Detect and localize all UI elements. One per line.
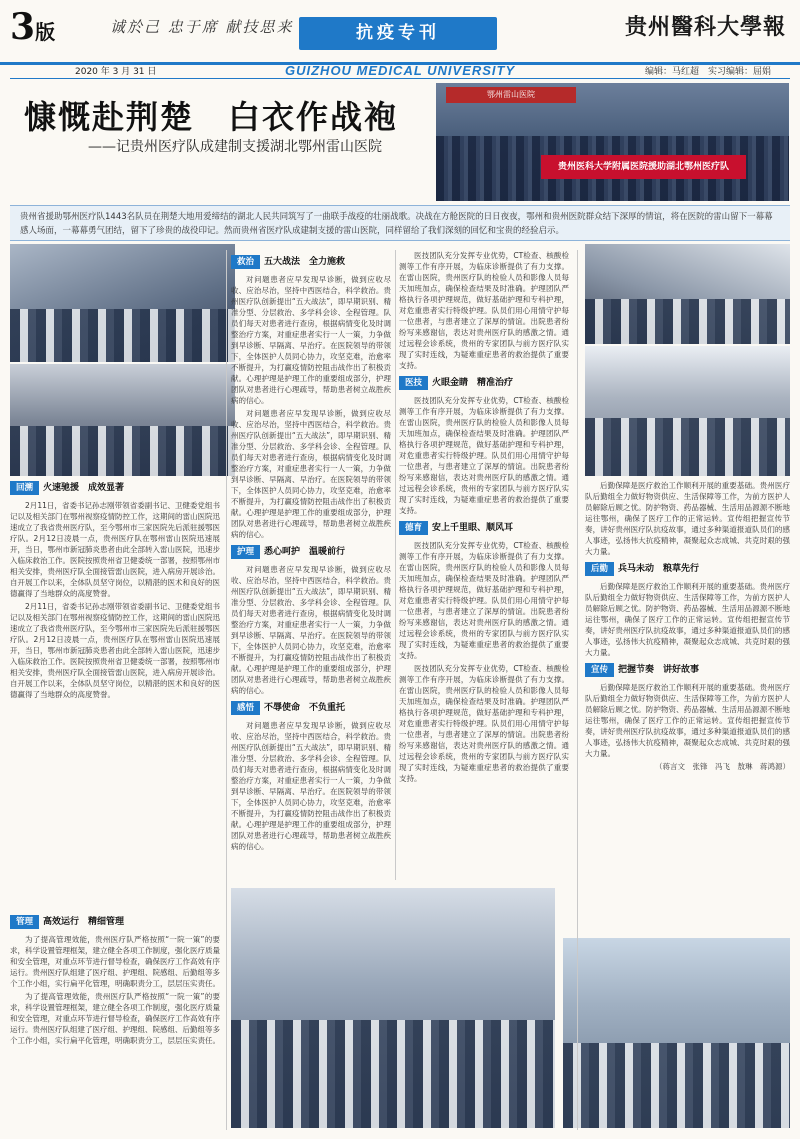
section-header: 回溯 火速驰援 成效显著: [10, 478, 220, 498]
editor-credits: 编辑：马红超 实习编辑：屈娟: [645, 67, 772, 77]
article-column-2: [231, 250, 391, 882]
section-header: 后勤 兵马未动 粮草先行: [585, 559, 790, 579]
column-text: 2月11日，省委书记孙志刚带领省委副书记、卫健委党组书记以及相关部门在鄂州视察疫情防控工作，这期间的雷山医院迅速成立了我省贵州医疗队，至今鄂州市三家医院先后派驻援鄂医疗队。2月12日凌晨一点，贵州医疗队在鄂州雷山医院迅速展开，当日，鄂州市新冠肺炎患者由此全部转入雷山医院，迅速步入临床救治工作。医院按照贵州省卫健委统一部署，按照鄂州市相关安排，贵州医疗队全面接管雷山医院，进入病房开展诊治。自开展工作以来，全体队员坚守岗位，以精湛的医术和良好的医德赢得了当地群众的高度赞誉。: [10, 501, 220, 598]
article-column-4: [585, 480, 790, 935]
column-text: 医技团队充分发挥专业优势，CT检查、核酸检测等工作有序开展，为临床诊断提供了有力支撑。在雷山医院，贵州医疗队的检验人员和影像人员每天加班加点，确保检查结果及时准确。护理团队严格执行各项护理规范，做好基础护理和专科护理，对危重患者实行特级护理。队员们用心用情守护每一位患者，与患者建立了深厚的情谊。出院患者纷纷写来感谢信，表达对贵州医疗队的感激之情。通过远程会诊系统，贵州的专家团队与前方医疗队实现了实时连线，为疑难重症患者的救治提供了重要支持。: [399, 251, 569, 370]
intro-paragraph: 贵州省援助鄂州医疗队1443名队员在荆楚大地用爱缔结的湖北人民共同筑写了一曲联手战疫的壮丽战歌。决战在方舱医院的日日夜夜，鄂州和贵州医院群众结下深厚的情谊，将在医院的雷山留下一幕幕感人场面，一幕幕勇气团结，留下了珍贵的战役印记。然而贵州省医疗队成建制支援的雷山医院，同样留给了我们深刻的回忆和宝贵的经验启示。: [10, 205, 790, 241]
column-text: 2月11日，省委书记孙志刚带领省委副书记、卫健委党组书记以及相关部门在鄂州视察疫情防控工作，这期间的雷山医院迅速成立了我省贵州医疗队，至今鄂州市三家医院先后派驻援鄂医疗队。2月12日凌晨一点，贵州医疗队在鄂州雷山医院迅速展开，当日，鄂州市新冠肺炎患者由此全部转入雷山医院，迅速步入临床救治工作。医院按照贵州省卫健委统一部署，按照鄂州市相关安排，贵州医疗队全面接管雷山医院，进入病房开展诊治。自开展工作以来，全体队员坚守岗位，以精湛的医术和良好的医德赢得了当地群众的高度赞誉。: [10, 602, 220, 699]
column-text: 后勤保障是医疗救治工作顺利开展的重要基础。贵州医疗队后勤组全力做好物资供应、生活保障等工作，为前方医护人员解除后顾之忧。防护物资、药品器械、生活用品源源不断地运往鄂州，确保了医疗工作的正常运转。宣传组把握宣传节奏，讲好贵州医疗队抗疫故事，通过多种渠道报道队员们的感人事迹，弘扬伟大抗疫精神，凝聚起众志成城、共克时艰的强大力量。: [585, 582, 790, 657]
hospital-sign: 鄂州雷山医院: [446, 87, 576, 103]
article-column-1: [10, 476, 220, 896]
section-header: 救治 五大战法 全力施救: [231, 252, 391, 272]
column-text: 对问题患者应早发现早诊断，做到应收尽收、应治尽治，坚持中西医结合，科学救治。贵州医疗队创新提出“五大战法”，即早期识别、精准分型、分层救治、多学科会诊、全程管理。队员们每天对患者进行查房，根据病情变化及时调整治疗方案，对重症患者实行一人一策，力争做到早诊断、早隔离、早治疗。在医院领导的带领下，全体医护人员同心协力，攻坚克难，治愈率不断提升，为打赢疫情防控阻击战作出了积极贡献。心理护理是护理工作的重要组成部分，护理团队对患者进行心理疏导，帮助患者树立战胜疾病的信心。: [231, 275, 391, 405]
column-text: 医技团队充分发挥专业优势，CT检查、核酸检测等工作有序开展，为临床诊断提供了有力支撑。在雷山医院，贵州医疗队的检验人员和影像人员每天加班加点，确保检查结果及时准确。护理团队严格执行各项护理规范，做好基础护理和专科护理，对危重患者实行特级护理。队员们用心用情守护每一位患者，与患者建立了深厚的情谊。出院患者纷纷写来感谢信，表达对贵州医疗队的感激之情。通过远程会诊系统，贵州的专家团队与前方医疗队实现了实时连线，为疑难重症患者的救治提供了重要支持。: [399, 396, 569, 515]
section-header: 感悟 不辱使命 不负重托: [231, 698, 391, 718]
article-signature: （蒋言文 张锋 冯飞 敖琳 蒋鸿源）: [655, 762, 790, 771]
page-subtitle: ——记贵州医疗队成建制支援湖北鄂州雷山医院: [88, 139, 382, 155]
article-column-3: [399, 250, 569, 882]
column-divider: [395, 250, 396, 880]
column-divider: [226, 250, 227, 1130]
article-column-1b: [10, 910, 220, 1130]
school-motto: 诚於己 忠于席 献技思来: [110, 18, 294, 36]
photo-medical-team-arrival: [10, 244, 235, 362]
photo-medical-staff: [585, 346, 790, 476]
photo-hospital-aerial: [563, 938, 790, 1128]
section-header: 医技 火眼金睛 精准治疗: [399, 373, 569, 393]
page-number: 3版: [10, 6, 56, 48]
column-text: 为了提高管理效能，贵州医疗队严格按照“一院一策”的要求，科学设置管理框架，建立健全各项工作制度，强化医疗质量和安全管理，对重点环节进行督导检查，确保医疗工作高效有序运行。贵州医疗队组建了医疗组、护理组、院感组、后勤组等多个工作小组，实行扁平化管理，明确职责分工，层层压实责任。: [10, 992, 220, 1045]
hero-team-photo: [436, 83, 789, 201]
section-header: 护理 悉心呵护 温暖前行: [231, 542, 391, 562]
section-header: 德育 安上千里眼、顺风耳: [399, 518, 569, 538]
university-name-en: GUIZHOU MEDICAL UNIVERSITY: [285, 63, 516, 78]
newspaper-masthead: 贵州醫科大學報: [624, 14, 786, 40]
column-divider: [577, 250, 578, 1130]
page-header: [0, 0, 800, 62]
section-banner: 抗疫专刊: [299, 17, 497, 50]
column-text: 后勤保障是医疗救治工作顺利开展的重要基础。贵州医疗队后勤组全力做好物资供应、生活保障等工作，为前方医护人员解除后顾之忧。防护物资、药品器械、生活用品源源不断地运往鄂州，确保了医疗工作的正常运转。宣传组把握宣传节奏，讲好贵州医疗队抗疫故事，通过多种渠道报道队员们的感人事迹，弘扬伟大抗疫精神，凝聚起众志成城、共克时艰的强大力量。: [585, 481, 790, 556]
section-header: 宣传 把握节奏 讲好故事: [585, 660, 790, 680]
photo-team-group: [231, 888, 555, 1128]
section-header: 管理 高效运行 精细管理: [10, 912, 220, 932]
subheader-divider: [10, 78, 790, 79]
column-text: 后勤保障是医疗救治工作顺利开展的重要基础。贵州医疗队后勤组全力做好物资供应、生活保障等工作，为前方医护人员解除后顾之忧。防护物资、药品器械、生活用品源源不断地运往鄂州，确保了医疗工作的正常运转。宣传组把握宣传节奏，讲好贵州医疗队抗疫故事，通过多种渠道报道队员们的感人事迹，弘扬伟大抗疫精神，凝聚起众志成城、共克时艰的强大力量。: [585, 683, 790, 758]
page-title: 慷慨赴荆楚 白衣作战袍: [24, 98, 399, 136]
column-text: 对问题患者应早发现早诊断，做到应收尽收、应治尽治，坚持中西医结合，科学救治。贵州医疗队创新提出“五大战法”，即早期识别、精准分型、分层救治、多学科会诊、全程管理。队员们每天对患者进行查房，根据病情变化及时调整治疗方案，对重症患者实行一人一策，力争做到早诊断、早隔离、早治疗。在医院领导的带领下，全体医护人员同心协力，攻坚克难，治愈率不断提升，为打赢疫情防控阻击战作出了积极贡献。心理护理是护理工作的重要组成部分，护理团队对患者进行心理疏导，帮助患者树立战胜疾病的信心。: [231, 409, 391, 539]
column-text: 医技团队充分发挥专业优势，CT检查、核酸检测等工作有序开展，为临床诊断提供了有力支撑。在雷山医院，贵州医疗队的检验人员和影像人员每天加班加点，确保检查结果及时准确。护理团队严格执行各项护理规范，做好基础护理和专科护理，对危重患者实行特级护理。队员们用心用情守护每一位患者，与患者建立了深厚的情谊。出院患者纷纷写来感谢信，表达对贵州医疗队的感激之情。通过远程会诊系统，贵州的专家团队与前方医疗队实现了实时连线，为疑难重症患者的救治提供了重要支持。: [399, 664, 569, 783]
column-text: 为了提高管理效能，贵州医疗队严格按照“一院一策”的要求，科学设置管理框架，建立健全各项工作制度，强化医疗质量和安全管理，对重点环节进行督导检查，确保医疗工作高效有序运行。贵州医疗队组建了医疗组、护理组、院感组、后勤组等多个工作小组，实行扁平化管理，明确职责分工，层层压实责任。: [10, 935, 220, 988]
photo-ward-care: [10, 364, 235, 476]
column-text: 对问题患者应早发现早诊断，做到应收尽收、应治尽治，坚持中西医结合，科学救治。贵州医疗队创新提出“五大战法”，即早期识别、精准分型、分层救治、多学科会诊、全程管理。队员们每天对患者进行查房，根据病情变化及时调整治疗方案，对重症患者实行一人一策，力争做到早诊断、早隔离、早治疗。在医院领导的带领下，全体医护人员同心协力，攻坚克难，治愈率不断提升，为打赢疫情防控阻击战作出了积极贡献。心理护理是护理工作的重要组成部分，护理团队对患者进行心理疏导，帮助患者树立战胜疾病的信心。: [231, 565, 391, 695]
photo-patient-checkup: [585, 244, 790, 344]
column-text: 对问题患者应早发现早诊断，做到应收尽收、应治尽治，坚持中西医结合，科学救治。贵州医疗队创新提出“五大战法”，即早期识别、精准分型、分层救治、多学科会诊、全程管理。队员们每天对患者进行查房，根据病情变化及时调整治疗方案，对重症患者实行一人一策，力争做到早诊断、早隔离、早治疗。在医院领导的带领下，全体医护人员同心协力，攻坚克难，治愈率不断提升，为打赢疫情防控阻击战作出了积极贡献。心理护理是护理工作的重要组成部分，护理团队对患者进行心理疏导，帮助患者树立战胜疾病的信心。: [231, 721, 391, 851]
team-banner: 贵州医科大学附属医院援助湖北鄂州医疗队: [541, 155, 746, 179]
column-text: 医技团队充分发挥专业优势，CT检查、核酸检测等工作有序开展，为临床诊断提供了有力支撑。在雷山医院，贵州医疗队的检验人员和影像人员每天加班加点，确保检查结果及时准确。护理团队严格执行各项护理规范，做好基础护理和专科护理，对危重患者实行特级护理。队员们用心用情守护每一位患者，与患者建立了深厚的情谊。出院患者纷纷写来感谢信，表达对贵州医疗队的感激之情。通过远程会诊系统，贵州的专家团队与前方医疗队实现了实时连线，为疑难重症患者的救治提供了重要支持。: [399, 541, 569, 660]
issue-date: 2020 年 3 月 31 日: [75, 67, 157, 77]
